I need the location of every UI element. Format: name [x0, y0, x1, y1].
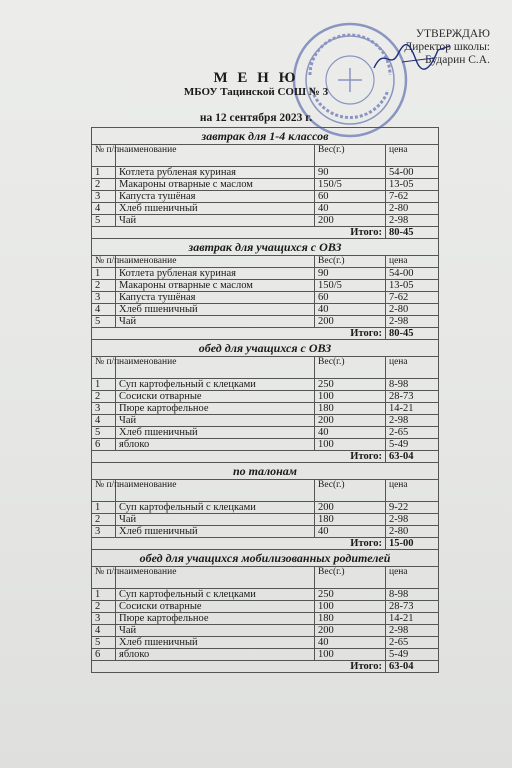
cell-num: 3 — [92, 526, 116, 538]
cell-weight: 40 — [315, 526, 386, 538]
menu-title: М Е Н Ю — [213, 70, 299, 86]
header-weight: Вес(г.) — [315, 256, 386, 268]
table-row — [92, 215, 439, 227]
cell-weight: 100 — [315, 601, 386, 613]
table-row — [92, 502, 439, 514]
cell-num: 4 — [92, 203, 116, 215]
cell-num: 4 — [92, 304, 116, 316]
cell-num: 1 — [92, 379, 116, 391]
total-value: 80-45 — [386, 328, 439, 340]
header-row — [92, 256, 439, 268]
cell-num: 5 — [92, 316, 116, 328]
cell-price: 13-05 — [386, 179, 439, 191]
total-label: Итого: — [92, 538, 386, 550]
cell-weight: 90 — [315, 268, 386, 280]
header-weight: Вес(г.) — [315, 480, 386, 502]
table-row — [92, 403, 439, 415]
cell-num: 4 — [92, 625, 116, 637]
section-title-row — [92, 340, 439, 357]
table-row — [92, 589, 439, 601]
cell-weight: 200 — [315, 415, 386, 427]
table-row — [92, 304, 439, 316]
cell-num: 2 — [92, 391, 116, 403]
table-row — [92, 415, 439, 427]
header-name: наименование — [116, 256, 315, 268]
cell-name: Хлеб пшеничный — [116, 637, 315, 649]
cell-weight: 180 — [315, 403, 386, 415]
table-row — [92, 514, 439, 526]
cell-weight: 100 — [315, 439, 386, 451]
school-name: МБОУ Тацинской СОШ № 3 — [183, 86, 329, 98]
cell-num: 1 — [92, 268, 116, 280]
header-row — [92, 357, 439, 379]
cell-price: 28-73 — [386, 601, 439, 613]
table-row — [92, 637, 439, 649]
cell-price: 5-49 — [386, 439, 439, 451]
cell-name: Хлеб пшеничный — [116, 203, 315, 215]
section-title-row — [92, 239, 439, 256]
cell-weight: 100 — [315, 649, 386, 661]
cell-price: 7-62 — [386, 292, 439, 304]
cell-price: 14-21 — [386, 613, 439, 625]
section-title: завтрак для 1-4 классов — [92, 128, 439, 145]
header-num: № п/п — [92, 256, 116, 268]
cell-num: 5 — [92, 215, 116, 227]
cell-price: 2-65 — [386, 427, 439, 439]
cell-name: Сосиски отварные — [116, 391, 315, 403]
table-row — [92, 601, 439, 613]
cell-name: яблоко — [116, 439, 315, 451]
table-row — [92, 203, 439, 215]
table-row — [92, 268, 439, 280]
total-label: Итого: — [92, 451, 386, 463]
approval-position: Директор школы: — [404, 41, 490, 53]
total-label: Итого: — [92, 227, 386, 239]
cell-price: 8-98 — [386, 589, 439, 601]
cell-num: 2 — [92, 179, 116, 191]
header-weight: Вес(г.) — [315, 145, 386, 167]
cell-name: Котлета рубленая куриная — [116, 167, 315, 179]
header-num: № п/п — [92, 145, 116, 167]
cell-name: Пюре картофельное — [116, 403, 315, 415]
cell-num: 2 — [92, 280, 116, 292]
table-row — [92, 391, 439, 403]
header-price: цена — [386, 357, 439, 379]
cell-weight: 60 — [315, 292, 386, 304]
table-row — [92, 427, 439, 439]
cell-price: 2-65 — [386, 637, 439, 649]
cell-price: 2-80 — [386, 203, 439, 215]
cell-name: Хлеб пшеничный — [116, 427, 315, 439]
cell-price: 2-80 — [386, 304, 439, 316]
table-row — [92, 292, 439, 304]
cell-name: Суп картофельный с клецками — [116, 502, 315, 514]
cell-name: Хлеб пшеничный — [116, 304, 315, 316]
table-row — [92, 379, 439, 391]
header-weight: Вес(г.) — [315, 567, 386, 589]
table-row — [92, 613, 439, 625]
total-row — [92, 328, 439, 340]
cell-num: 2 — [92, 601, 116, 613]
header-name: наименование — [116, 567, 315, 589]
section-title: обед для учащихся мобилизованных родителей — [92, 550, 439, 567]
cell-price: 14-21 — [386, 403, 439, 415]
menu-table — [91, 127, 439, 673]
cell-name: Капуста тушёная — [116, 191, 315, 203]
section-title-row — [92, 128, 439, 145]
cell-name: Чай — [116, 316, 315, 328]
cell-name: Хлеб пшеничный — [116, 526, 315, 538]
cell-price: 28-73 — [386, 391, 439, 403]
cell-weight: 250 — [315, 589, 386, 601]
header-price: цена — [386, 480, 439, 502]
cell-weight: 180 — [315, 514, 386, 526]
cell-price: 13-05 — [386, 280, 439, 292]
cell-num: 2 — [92, 514, 116, 526]
cell-num: 6 — [92, 439, 116, 451]
cell-weight: 200 — [315, 316, 386, 328]
total-value: 63-04 — [386, 451, 439, 463]
cell-weight: 40 — [315, 637, 386, 649]
total-value: 15-00 — [386, 538, 439, 550]
cell-weight: 40 — [315, 203, 386, 215]
menu-date: на 12 сентября 2023 г. — [199, 112, 313, 124]
table-row — [92, 280, 439, 292]
table-row — [92, 167, 439, 179]
table-row — [92, 179, 439, 191]
cell-price: 2-80 — [386, 526, 439, 538]
cell-name: Чай — [116, 625, 315, 637]
cell-name: Пюре картофельное — [116, 613, 315, 625]
cell-name: Чай — [116, 215, 315, 227]
table-row — [92, 439, 439, 451]
cell-weight: 100 — [315, 391, 386, 403]
total-row — [92, 451, 439, 463]
table-row — [92, 316, 439, 328]
cell-price: 9-22 — [386, 502, 439, 514]
section-title: завтрак для учащихся с ОВЗ — [92, 239, 439, 256]
section-title-row — [92, 463, 439, 480]
cell-num: 1 — [92, 502, 116, 514]
cell-name: Чай — [116, 415, 315, 427]
cell-num: 6 — [92, 649, 116, 661]
total-value: 63-04 — [386, 661, 439, 673]
cell-num: 5 — [92, 427, 116, 439]
cell-price: 7-62 — [386, 191, 439, 203]
cell-num: 4 — [92, 415, 116, 427]
cell-weight: 200 — [315, 215, 386, 227]
header-row — [92, 480, 439, 502]
cell-price: 54-00 — [386, 167, 439, 179]
cell-weight: 180 — [315, 613, 386, 625]
approval-title: УТВЕРЖДАЮ — [415, 28, 490, 40]
table-row — [92, 191, 439, 203]
header-num: № п/п — [92, 567, 116, 589]
total-value: 80-45 — [386, 227, 439, 239]
table-row — [92, 526, 439, 538]
total-row — [92, 227, 439, 239]
cell-num: 3 — [92, 613, 116, 625]
cell-weight: 250 — [315, 379, 386, 391]
cell-name: Макароны отварные с маслом — [116, 280, 315, 292]
cell-num: 3 — [92, 292, 116, 304]
cell-name: Капуста тушёная — [116, 292, 315, 304]
header-name: наименование — [116, 480, 315, 502]
cell-name: Чай — [116, 514, 315, 526]
cell-weight: 90 — [315, 167, 386, 179]
cell-weight: 150/5 — [315, 179, 386, 191]
total-row — [92, 661, 439, 673]
cell-num: 3 — [92, 403, 116, 415]
header-num: № п/п — [92, 480, 116, 502]
header-name: наименование — [116, 145, 315, 167]
cell-price: 2-98 — [386, 215, 439, 227]
cell-name: Суп картофельный с клецками — [116, 379, 315, 391]
header-name: наименование — [116, 357, 315, 379]
total-label: Итого: — [92, 328, 386, 340]
cell-weight: 150/5 — [315, 280, 386, 292]
header-num: № п/п — [92, 357, 116, 379]
header-price: цена — [386, 567, 439, 589]
cell-name: Суп картофельный с клецками — [116, 589, 315, 601]
header-price: цена — [386, 145, 439, 167]
table-row — [92, 649, 439, 661]
cell-weight: 200 — [315, 502, 386, 514]
section-title: обед для учащихся с ОВЗ — [92, 340, 439, 357]
cell-name: Макароны отварные с маслом — [116, 179, 315, 191]
table-row — [92, 625, 439, 637]
cell-price: 2-98 — [386, 625, 439, 637]
section-title: по талонам — [92, 463, 439, 480]
cell-price: 5-49 — [386, 649, 439, 661]
cell-price: 54-00 — [386, 268, 439, 280]
cell-num: 3 — [92, 191, 116, 203]
cell-name: Сосиски отварные — [116, 601, 315, 613]
cell-weight: 40 — [315, 304, 386, 316]
cell-weight: 200 — [315, 625, 386, 637]
cell-num: 1 — [92, 167, 116, 179]
header-row — [92, 567, 439, 589]
approval-name: Бударин С.А. — [425, 54, 490, 66]
cell-name: яблоко — [116, 649, 315, 661]
cell-price: 8-98 — [386, 379, 439, 391]
cell-name: Котлета рубленая куриная — [116, 268, 315, 280]
cell-price: 2-98 — [386, 316, 439, 328]
cell-num: 1 — [92, 589, 116, 601]
cell-price: 2-98 — [386, 415, 439, 427]
cell-num: 5 — [92, 637, 116, 649]
total-row — [92, 538, 439, 550]
section-title-row — [92, 550, 439, 567]
total-label: Итого: — [92, 661, 386, 673]
cell-weight: 60 — [315, 191, 386, 203]
header-price: цена — [386, 256, 439, 268]
header-weight: Вес(г.) — [315, 357, 386, 379]
cell-price: 2-98 — [386, 514, 439, 526]
cell-weight: 40 — [315, 427, 386, 439]
header-row — [92, 145, 439, 167]
